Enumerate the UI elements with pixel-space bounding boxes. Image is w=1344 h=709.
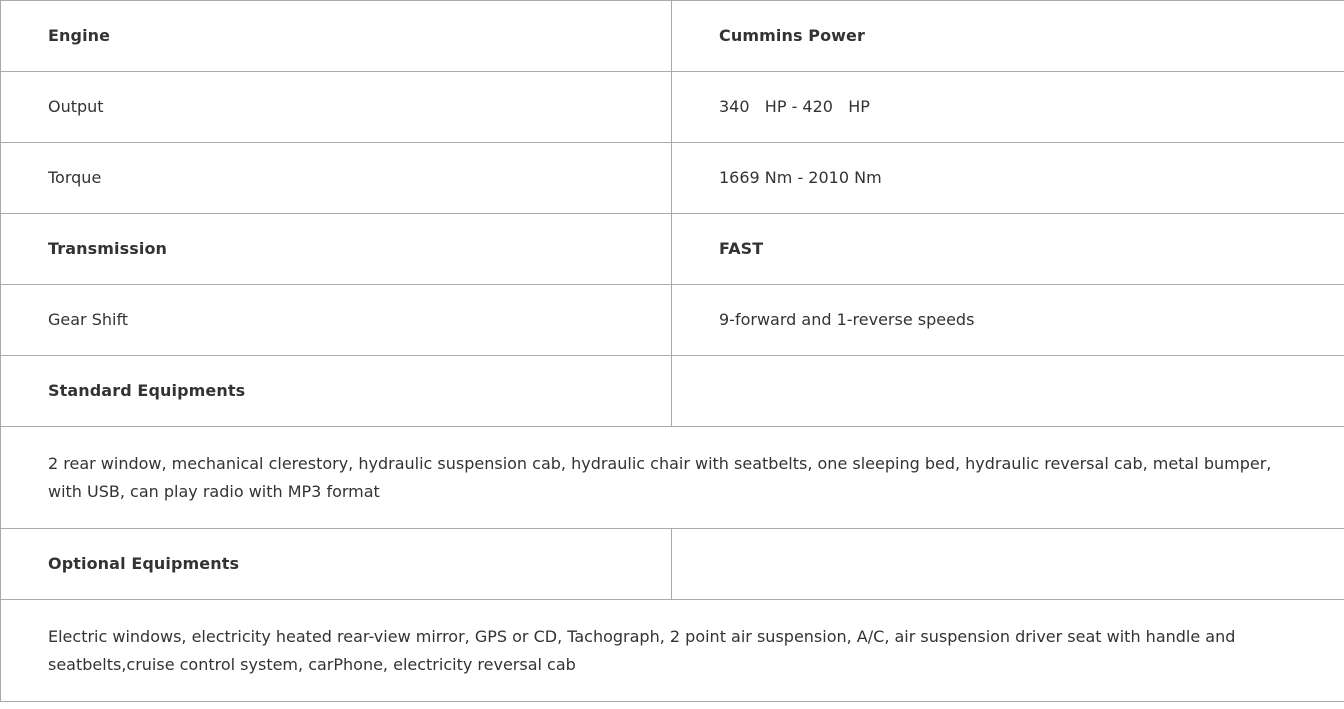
table-row <box>1 72 1344 143</box>
standard-equipments-label: Standard Equipments <box>1 356 672 427</box>
gear-shift-value: 9-forward and 1-reverse speeds <box>672 285 1344 356</box>
standard-equipments-value <box>672 356 1344 427</box>
table-row <box>1 529 1344 600</box>
table-row <box>1 214 1344 285</box>
gear-shift-label: Gear Shift <box>1 285 672 356</box>
table-row <box>1 1 1344 72</box>
output-label: Output <box>1 72 672 143</box>
table-row <box>1 427 1344 529</box>
table-row <box>1 285 1344 356</box>
engine-label: Engine <box>1 1 672 72</box>
transmission-value: FAST <box>672 214 1344 285</box>
engine-value: Cummins Power <box>672 1 1344 72</box>
output-value: 340 HP - 420 HP <box>672 72 1344 143</box>
optional-equipments-text: Electric windows, electricity heated rear-view mirror, GPS or CD, Tachograph, 2 point air suspension, A/C, air suspension driver seat with handle and seatbelts,cruise control system, carPhone, electricity reversal cab <box>1 600 1344 702</box>
standard-equipments-text: 2 rear window, mechanical clerestory, hydraulic suspension cab, hydraulic chair with seatbelts, one sleeping bed, hydraulic reversal cab, metal bumper, with USB, can play radio with MP3 format <box>1 427 1344 529</box>
transmission-label: Transmission <box>1 214 672 285</box>
optional-equipments-value <box>672 529 1344 600</box>
table-row <box>1 600 1344 702</box>
table-row <box>1 143 1344 214</box>
torque-value: 1669 Nm - 2010 Nm <box>672 143 1344 214</box>
table-row <box>1 356 1344 427</box>
optional-equipments-label: Optional Equipments <box>1 529 672 600</box>
torque-label: Torque <box>1 143 672 214</box>
